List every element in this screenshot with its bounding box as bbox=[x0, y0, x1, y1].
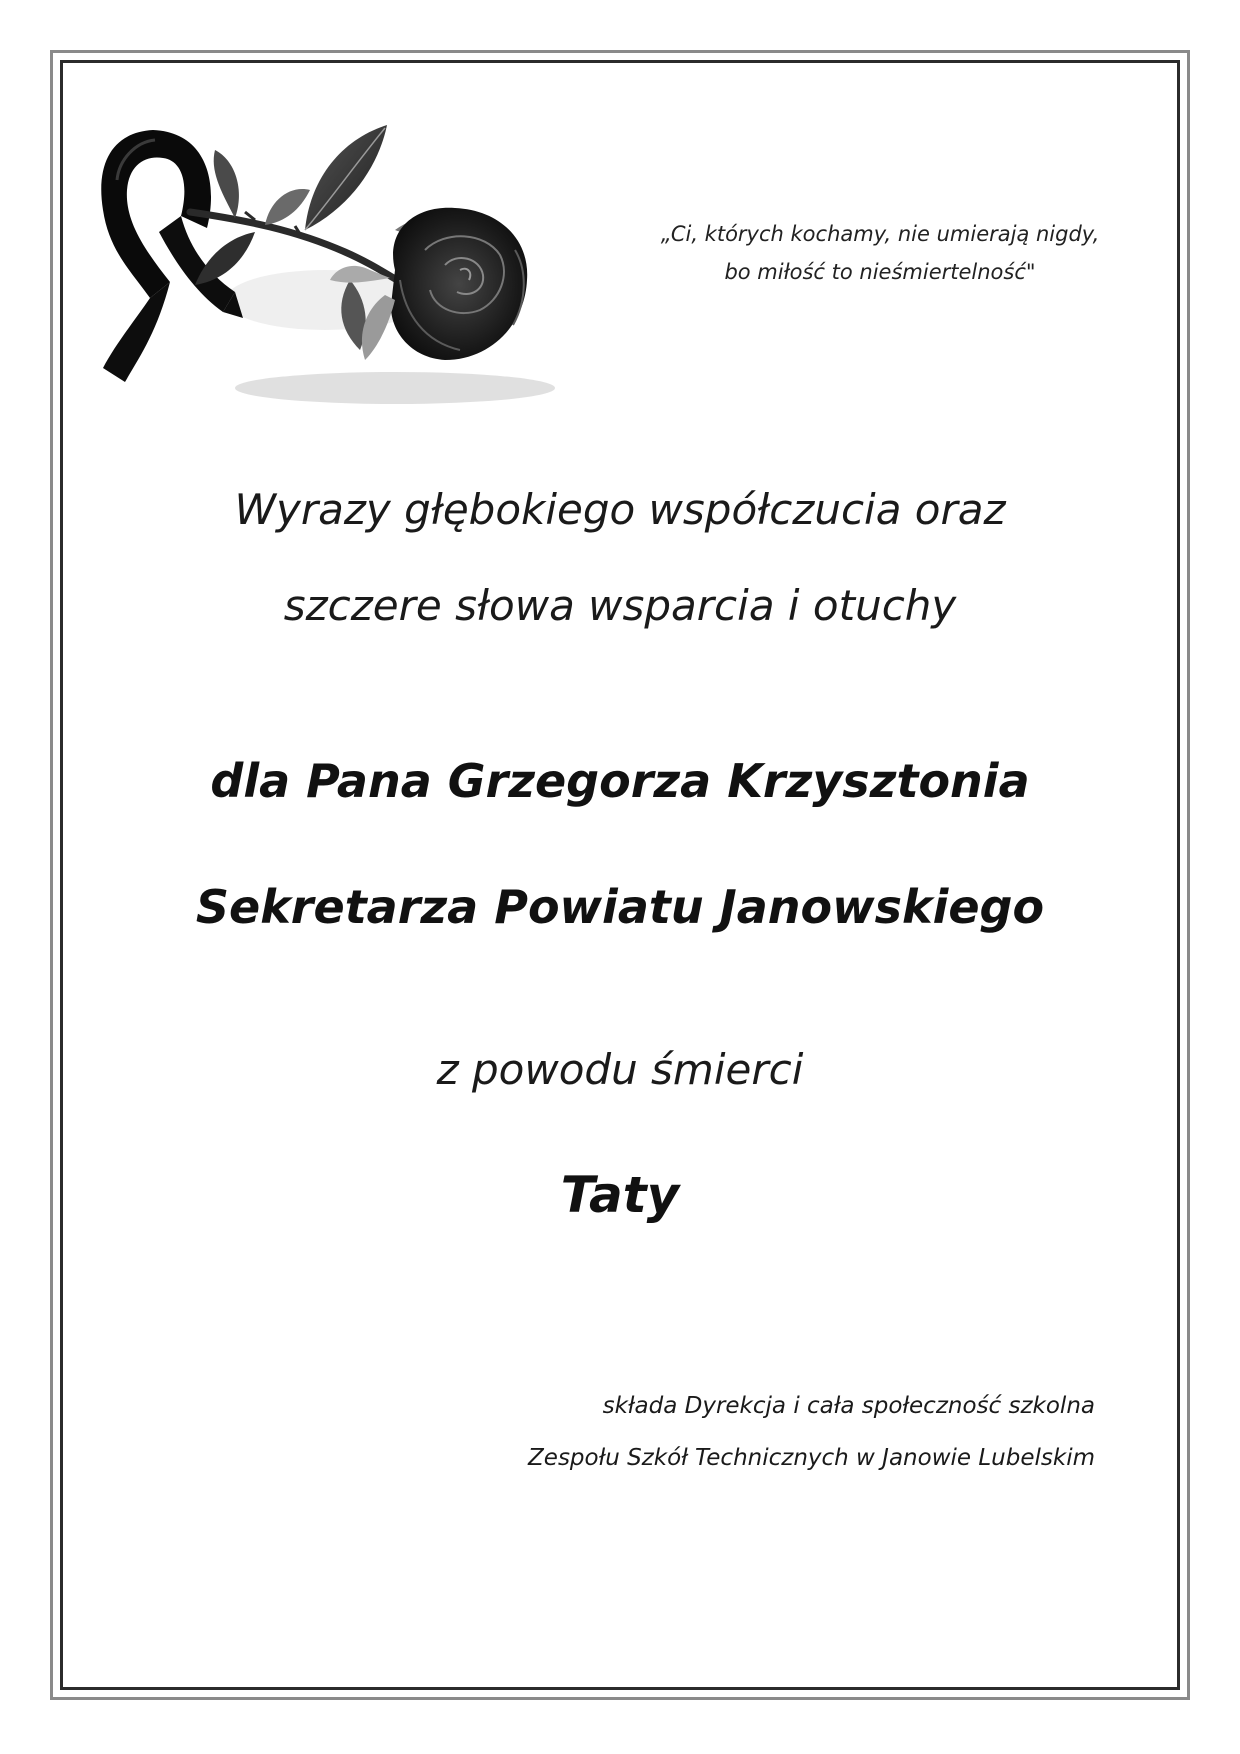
quote-line-1: „Ci, których kochamy, nie umierają nigdy, bbox=[660, 222, 1100, 246]
recipient-name: dla Pana Grzegorza Krzysztonia bbox=[210, 754, 1030, 808]
condolence-line-2: szczere słowa wsparcia i otuchy bbox=[283, 581, 957, 630]
deceased-relation: Taty bbox=[560, 1166, 680, 1224]
signature-line-2: Zespołu Szkół Technicznych w Janowie Lubelskim bbox=[528, 1445, 1095, 1471]
condolence-line-1: Wyrazy głębokiego współczucia oraz bbox=[234, 485, 1006, 534]
memorial-quote bbox=[580, 215, 1180, 291]
recipient-block bbox=[80, 718, 1160, 970]
signature-line-1: składa Dyrekcja i cała społeczność szkolna bbox=[602, 1393, 1095, 1419]
quote-line-2: bo miłość to nieśmiertelność" bbox=[724, 260, 1036, 284]
recipient-position: Sekretarza Powiatu Janowskiego bbox=[195, 880, 1045, 934]
mourning-emblem bbox=[95, 120, 555, 410]
reason-line: z powodu śmierci bbox=[436, 1045, 804, 1094]
signature-block bbox=[335, 1380, 1095, 1484]
condolence-message bbox=[80, 462, 1160, 654]
